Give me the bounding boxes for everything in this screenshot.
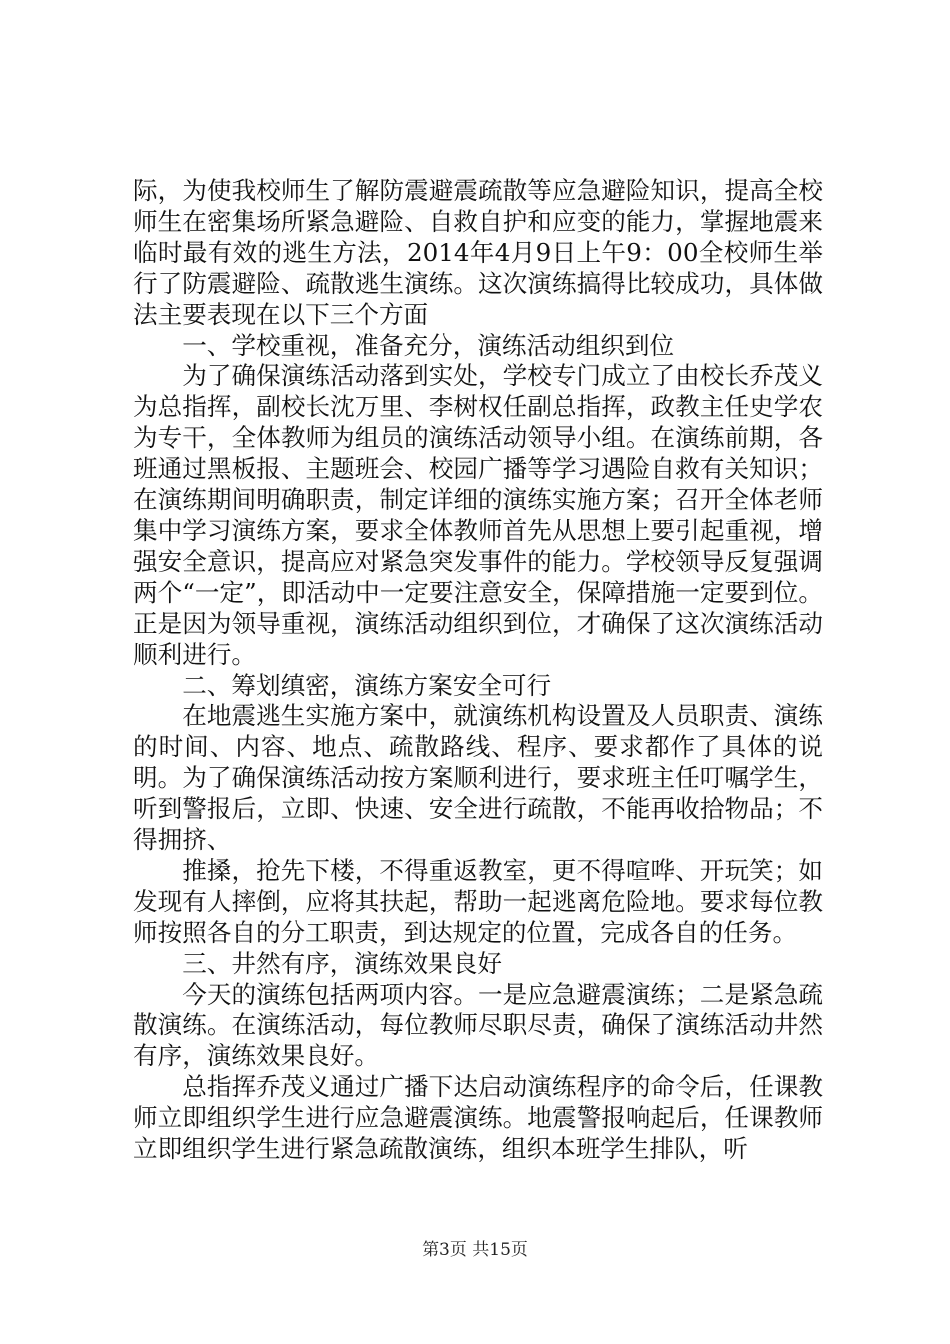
paragraph-section-2b: 推搡，抢先下楼，不得重返教室，更不得喧哗、开玩笑；如发现有人摔倒，应将其扶起，帮助一起逃离危险地。要求每位教师按照各自的分工职责，到达规定的位置，完成各自的任务。 [133,855,823,947]
paragraph-section-3b: 总指挥乔茂义通过广播下达启动演练程序的命令后，任课教师立即组织学生进行应急避震演练。地震警报响起后，任课教师立即组织学生进行紧急疏散演练，组织本班学生排队，听 [133,1072,823,1164]
document-body [133,176,823,1165]
section-heading-3: 三、井然有序，演练效果良好 [182,948,502,978]
page-number: 第3页 共15页 [422,1240,528,1260]
paragraph-section-3a: 今天的演练包括两项内容。一是应急避震演练；二是紧急疏散演练。在演练活动，每位教师尽职尽责，确保了演练活动井然有序，演练效果良好。 [133,979,823,1071]
paragraph-section-1: 为了确保演练活动落到实处，学校专门成立了由校长乔茂义为总指挥，副校长沈万里、李树权任副总指挥，政教主任史学农为专干，全体教师为组员的演练活动领导小组。在演练前期，各班通过黑板报、主题班会、校园广播等学习遇险自救有关知识；在演练期间明确职责，制定详细的演练实施方案；召开全体老师集中学习演练方案，要求全体教师首先从思想上要引起重视，增强安全意识，提高应对紧急突发事件的能力。学校领导反复强调两个“一定”，即活动中一定要注意安全，保障措施一定要到位。正是因为领导重视，演练活动组织到位，才确保了这次演练活动顺利进行。 [133,361,823,669]
section-heading-2: 二、筹划缜密，演练方案安全可行 [182,670,552,700]
paragraph-intro: 际，为使我校师生了解防震避震疏散等应急避险知识，提高全校师生在密集场所紧急避险、自救自护和应变的能力，掌握地震来临时最有效的逃生方法，2014年4月9日上午9：00全校师生举行了防震避险、疏散逃生演练。这次演练搞得比较成功，具体做法主要表现在以下三个方面 [133,176,823,329]
paragraph-section-2a: 在地震逃生实施方案中，就演练机构设置及人员职责、演练的时间、内容、地点、疏散路线、程序、要求都作了具体的说明。为了确保演练活动按方案顺利进行，要求班主任叮嘱学生，听到警报后，立即、快速、安全进行疏散，不能再收拾物品；不得拥挤、 [133,701,823,855]
section-heading-1: 一、学校重视，准备充分，演练活动组织到位 [182,330,675,360]
page-footer [0,1238,950,1262]
